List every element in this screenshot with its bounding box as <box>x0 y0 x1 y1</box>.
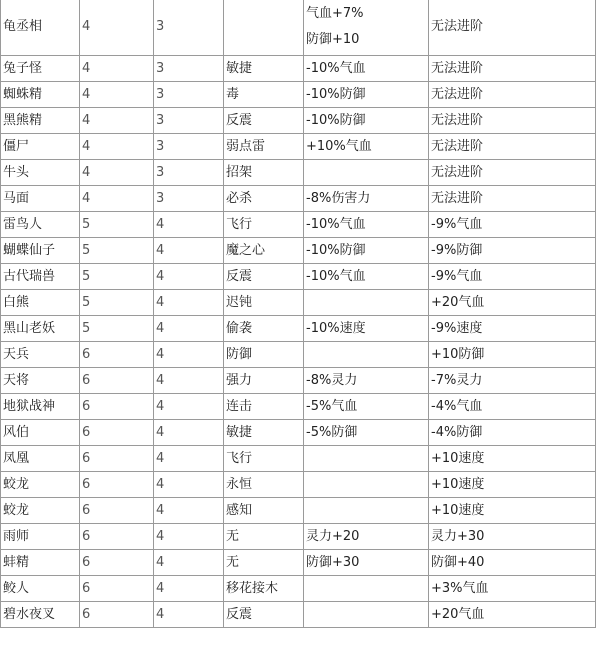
attribute-cell: 防御+30 <box>304 550 429 576</box>
name-cell: 蝴蝶仙子 <box>1 238 80 264</box>
attribute-cell: -10%气血 <box>304 212 429 238</box>
advance-cell: 无法进阶 <box>429 82 596 108</box>
level-cell: 5 <box>80 238 154 264</box>
level-cell: 5 <box>80 316 154 342</box>
skill-cell: 敏捷 <box>224 56 304 82</box>
name-cell: 白熊 <box>1 290 80 316</box>
attribute-cell: +10%气血 <box>304 134 429 160</box>
level-cell: 5 <box>80 290 154 316</box>
name-cell: 马面 <box>1 186 80 212</box>
advance-cell: -4%气血 <box>429 394 596 420</box>
grade-cell: 3 <box>154 108 224 134</box>
name-cell: 风伯 <box>1 420 80 446</box>
attribute-cell <box>304 446 429 472</box>
level-cell: 6 <box>80 472 154 498</box>
attribute-cell: 气血+7% 防御+10 <box>304 0 429 56</box>
table-body <box>1 0 596 628</box>
attribute-cell: -8%伤害力 <box>304 186 429 212</box>
name-cell: 龟丞相 <box>1 0 80 56</box>
name-cell: 蛟龙 <box>1 498 80 524</box>
advance-cell: 防御+40 <box>429 550 596 576</box>
level-cell: 6 <box>80 498 154 524</box>
attribute-cell <box>304 342 429 368</box>
attribute-cell: -10%速度 <box>304 316 429 342</box>
skill-cell: 无 <box>224 524 304 550</box>
name-cell: 天兵 <box>1 342 80 368</box>
level-cell: 6 <box>80 446 154 472</box>
skill-cell: 弱点雷 <box>224 134 304 160</box>
name-cell: 雷鸟人 <box>1 212 80 238</box>
attribute-cell <box>304 498 429 524</box>
name-cell: 黑熊精 <box>1 108 80 134</box>
table-row <box>1 56 596 82</box>
advance-cell: +10防御 <box>429 342 596 368</box>
level-cell: 4 <box>80 82 154 108</box>
skill-cell: 感知 <box>224 498 304 524</box>
level-cell: 6 <box>80 368 154 394</box>
skill-cell: 防御 <box>224 342 304 368</box>
attribute-cell: -8%灵力 <box>304 368 429 394</box>
grade-cell: 4 <box>154 290 224 316</box>
name-cell: 黑山老妖 <box>1 316 80 342</box>
table-row <box>1 108 596 134</box>
table-row <box>1 576 596 602</box>
attribute-cell: -5%气血 <box>304 394 429 420</box>
table-row <box>1 212 596 238</box>
level-cell: 6 <box>80 394 154 420</box>
grade-cell: 4 <box>154 316 224 342</box>
attribute-cell: -10%防御 <box>304 82 429 108</box>
skill-cell: 强力 <box>224 368 304 394</box>
level-cell: 4 <box>80 160 154 186</box>
name-cell: 地狱战神 <box>1 394 80 420</box>
attribute-cell <box>304 472 429 498</box>
skill-cell: 迟钝 <box>224 290 304 316</box>
skill-cell: 敏捷 <box>224 420 304 446</box>
advance-cell: +3%气血 <box>429 576 596 602</box>
advance-cell: 无法进阶 <box>429 186 596 212</box>
attribute-cell <box>304 602 429 628</box>
table-row <box>1 420 596 446</box>
table-row <box>1 238 596 264</box>
name-cell: 蚌精 <box>1 550 80 576</box>
table-row <box>1 602 596 628</box>
advance-cell: -9%气血 <box>429 264 596 290</box>
grade-cell: 3 <box>154 56 224 82</box>
skill-cell: 反震 <box>224 602 304 628</box>
attribute-cell <box>304 160 429 186</box>
skill-cell: 招架 <box>224 160 304 186</box>
advance-cell: -9%防御 <box>429 238 596 264</box>
attribute-cell: -5%防御 <box>304 420 429 446</box>
name-cell: 蛟龙 <box>1 472 80 498</box>
skill-cell: 连击 <box>224 394 304 420</box>
table-row <box>1 524 596 550</box>
table-row <box>1 550 596 576</box>
skill-cell: 飞行 <box>224 212 304 238</box>
grade-cell: 4 <box>154 420 224 446</box>
skill-cell: 反震 <box>224 264 304 290</box>
advance-cell: 无法进阶 <box>429 0 596 56</box>
grade-cell: 3 <box>154 82 224 108</box>
level-cell: 5 <box>80 212 154 238</box>
advance-cell: 无法进阶 <box>429 134 596 160</box>
advance-cell: +10速度 <box>429 472 596 498</box>
grade-cell: 3 <box>154 134 224 160</box>
table-row <box>1 316 596 342</box>
attribute-cell: 灵力+20 <box>304 524 429 550</box>
table-row <box>1 472 596 498</box>
level-cell: 6 <box>80 420 154 446</box>
skill-cell: 反震 <box>224 108 304 134</box>
advance-cell: -7%灵力 <box>429 368 596 394</box>
advance-cell: +10速度 <box>429 498 596 524</box>
level-cell: 4 <box>80 0 154 56</box>
name-cell: 鲛人 <box>1 576 80 602</box>
table-row <box>1 368 596 394</box>
level-cell: 6 <box>80 602 154 628</box>
advance-cell: 无法进阶 <box>429 108 596 134</box>
skill-cell: 永恒 <box>224 472 304 498</box>
attribute-cell: -10%气血 <box>304 264 429 290</box>
table-row <box>1 446 596 472</box>
name-cell: 兔子怪 <box>1 56 80 82</box>
grade-cell: 4 <box>154 264 224 290</box>
advance-cell: 无法进阶 <box>429 160 596 186</box>
table-row <box>1 186 596 212</box>
level-cell: 4 <box>80 134 154 160</box>
grade-cell: 4 <box>154 446 224 472</box>
table-row <box>1 290 596 316</box>
grade-cell: 4 <box>154 342 224 368</box>
level-cell: 5 <box>80 264 154 290</box>
level-cell: 6 <box>80 342 154 368</box>
name-cell: 蜘蛛精 <box>1 82 80 108</box>
skill-cell: 毒 <box>224 82 304 108</box>
grade-cell: 3 <box>154 160 224 186</box>
level-cell: 6 <box>80 576 154 602</box>
skill-cell: 魔之心 <box>224 238 304 264</box>
attribute-cell <box>304 576 429 602</box>
grade-cell: 4 <box>154 238 224 264</box>
level-cell: 6 <box>80 524 154 550</box>
advance-cell: -9%速度 <box>429 316 596 342</box>
level-cell: 4 <box>80 186 154 212</box>
advance-cell: 灵力+30 <box>429 524 596 550</box>
grade-cell: 4 <box>154 576 224 602</box>
grade-cell: 4 <box>154 394 224 420</box>
grade-cell: 4 <box>154 472 224 498</box>
grade-cell: 4 <box>154 498 224 524</box>
table-row <box>1 82 596 108</box>
level-cell: 6 <box>80 550 154 576</box>
grade-cell: 4 <box>154 524 224 550</box>
name-cell: 雨师 <box>1 524 80 550</box>
grade-cell: 4 <box>154 550 224 576</box>
grade-cell: 4 <box>154 602 224 628</box>
skill-cell: 移花接木 <box>224 576 304 602</box>
name-cell: 天将 <box>1 368 80 394</box>
skill-cell <box>224 0 304 56</box>
table-row <box>1 160 596 186</box>
advance-cell: +20气血 <box>429 290 596 316</box>
table-row <box>1 134 596 160</box>
skill-cell: 无 <box>224 550 304 576</box>
grade-cell: 3 <box>154 186 224 212</box>
advance-cell: -9%气血 <box>429 212 596 238</box>
skill-cell: 飞行 <box>224 446 304 472</box>
advance-cell: 无法进阶 <box>429 56 596 82</box>
table-row <box>1 342 596 368</box>
attribute-cell <box>304 290 429 316</box>
name-cell: 牛头 <box>1 160 80 186</box>
skill-cell: 必杀 <box>224 186 304 212</box>
attribute-cell: -10%防御 <box>304 108 429 134</box>
table-row <box>1 0 596 56</box>
advance-cell: +20气血 <box>429 602 596 628</box>
attribute-cell: -10%防御 <box>304 238 429 264</box>
grade-cell: 4 <box>154 368 224 394</box>
advance-cell: -4%防御 <box>429 420 596 446</box>
table-row <box>1 394 596 420</box>
level-cell: 4 <box>80 56 154 82</box>
table-row <box>1 498 596 524</box>
skill-cell: 偷袭 <box>224 316 304 342</box>
attribute-cell: -10%气血 <box>304 56 429 82</box>
advance-cell: +10速度 <box>429 446 596 472</box>
level-cell: 4 <box>80 108 154 134</box>
name-cell: 古代瑞兽 <box>1 264 80 290</box>
grade-cell: 4 <box>154 212 224 238</box>
name-cell: 凤凰 <box>1 446 80 472</box>
name-cell: 碧水夜叉 <box>1 602 80 628</box>
table-row <box>1 264 596 290</box>
name-cell: 僵尸 <box>1 134 80 160</box>
grade-cell: 3 <box>154 0 224 56</box>
